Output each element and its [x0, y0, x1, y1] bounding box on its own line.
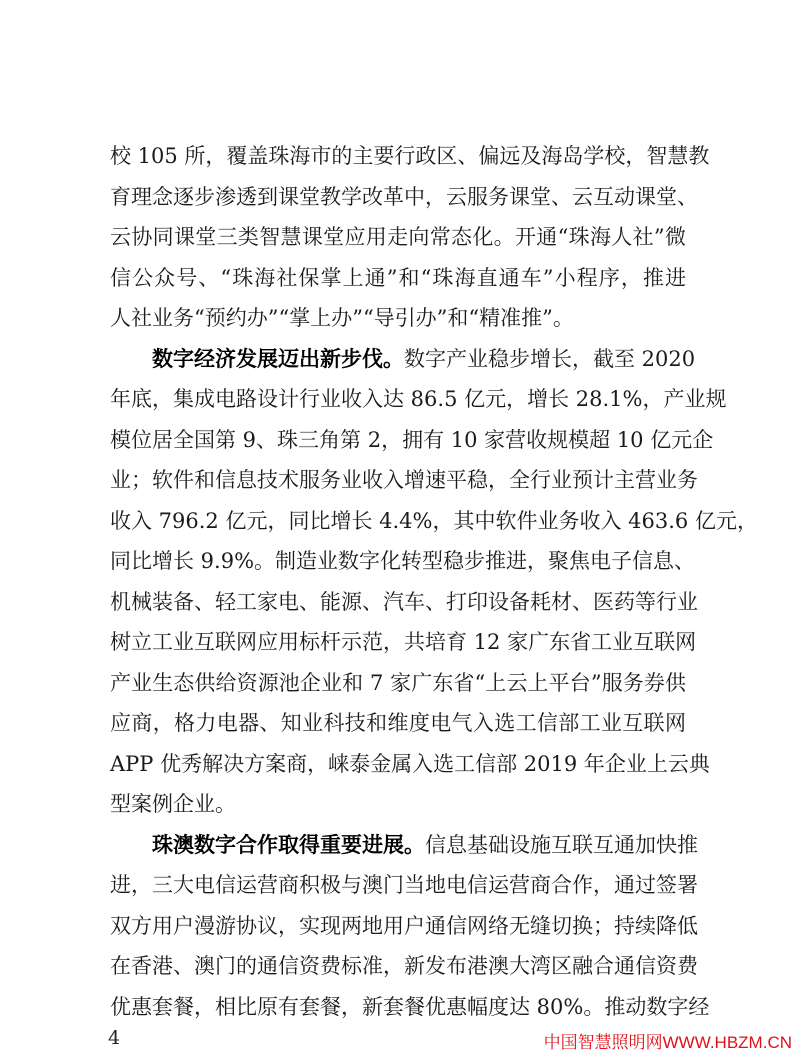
text-line: 校 105 所，覆盖珠海市的主要行政区、偏远及海岛学校，智慧教 — [110, 144, 710, 168]
text-line — [110, 339, 696, 380]
body-text — [110, 136, 758, 1027]
text-line: 在香港、澳门的通信资费标准，新发布港澳大湾区融合通信资费 — [110, 954, 698, 978]
paragraph-1 — [110, 136, 710, 339]
paragraph-3 — [110, 825, 710, 1028]
text-line: 年底，集成电路设计行业收入达 86.5 亿元，增长 28.1%，产业规 — [110, 387, 727, 411]
text-run: 数字产业稳步增长，截至 2020 — [404, 346, 696, 371]
text-line: 云协同课堂三类智慧课堂应用走向常态化。开通“珠海人社”微 — [110, 225, 686, 249]
paragraph-heading: 珠澳数字合作取得重要进展。 — [152, 831, 425, 857]
text-line: 同比增长 9.9%。制造业数字化转型稳步推进，聚焦电子信息、 — [110, 549, 696, 573]
text-line: 育理念逐步渗透到课堂教学改革中，云服务课堂、云互动课堂、 — [110, 184, 698, 209]
text-line: 进，三大电信运营商积极与澳门当地电信运营商合作，通过签署 — [110, 873, 698, 897]
text-line: 优惠套餐，相比原有套餐，新套餐优惠幅度达 80%。推动数字经 — [110, 994, 710, 1019]
text-line: 应商，格力电器、知业科技和维度电气入选工信部工业互联网 — [110, 711, 686, 735]
page-number: 4 — [108, 1027, 121, 1049]
text-line: 双方用户漫游协议，实现两地用户通信网络无缝切换；持续降低 — [110, 913, 698, 938]
text-line: 人社业务“预约办”“掌上办”“导引办”和“精准推”。 — [110, 306, 574, 330]
text-line — [110, 825, 698, 866]
text-line: 业；软件和信息技术服务业收入增速平稳，全行业预计主营业务 — [110, 468, 698, 492]
site-watermark: 中国智慧照明网WWW.HBZM.CN — [543, 1033, 792, 1052]
text-line: 收入 796.2 亿元，同比增长 4.4%，其中软件业务收入 463.6 亿元， — [110, 508, 758, 533]
paragraph-heading: 数字经济发展迈出新步伐。 — [152, 345, 404, 371]
text-line: 树立工业互联网应用标杆示范，共培育 12 家广东省工业互联网 — [110, 630, 697, 654]
text-line: 产业生态供给资源池企业和 7 家广东省“上云上平台”服务券供 — [110, 670, 686, 695]
text-line: APP 优秀解决方案商，崃泰金属入选工信部 2019 年企业上云典 — [110, 751, 710, 776]
paragraph-2 — [110, 339, 758, 825]
text-line: 机械装备、轻工家电、能源、汽车、打印设备耗材、医药等行业 — [110, 589, 698, 614]
text-run: 信息基础设施互联互通加快推 — [425, 832, 698, 857]
text-line: 模位居全国第 9、珠三角第 2，拥有 10 家营收规模超 10 亿元企 — [110, 427, 714, 452]
text-line: 信公众号、“珠海社保掌上通”和“珠海直通车”小程序，推进 — [110, 265, 686, 290]
text-line: 型案例企业。 — [110, 792, 236, 816]
